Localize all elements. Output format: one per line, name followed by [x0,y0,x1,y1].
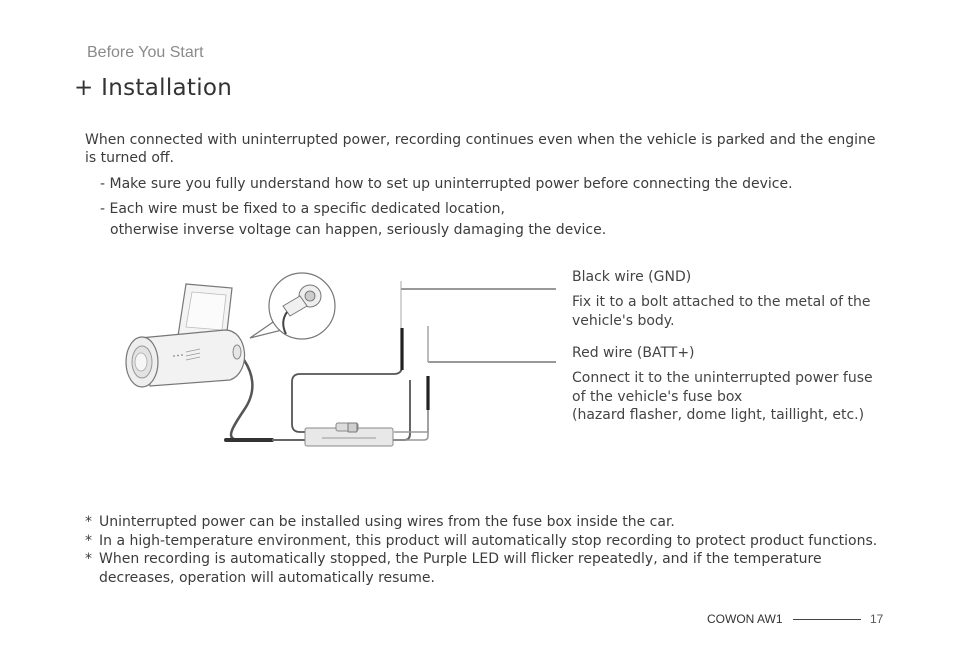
note-marker: * [85,551,92,567]
note-text: When recording is automatically stopped, the Purple LED will flicker repeatedly, and if the temperature decreases, operation will automatically resume. [99,551,822,586]
note-marker: * [85,532,92,549]
note-text: In a high-temperature environment, this product will automatically stop recording to protect product functions. [99,532,878,549]
red-wire-desc-1: Connect it to the uninterrupted power fuse [572,370,873,386]
bullet-wire-fixed-continued: otherwise inverse voltage can happen, seriously damaging the device. [110,222,607,238]
fuse-box [305,423,393,446]
bullet-wire-fixed: - Each wire must be fixed to a specific dedicated location, [100,201,505,217]
black-wire-desc-2: vehicle's body. [572,313,675,329]
note-item [85,550,885,587]
footer-divider [793,619,861,620]
red-wire-desc-3: (hazard flasher, dome light, taillight, etc.) [572,407,865,423]
notes-list [85,513,885,587]
section-title: Before You Start [87,44,204,61]
page-number: 17 [870,612,884,626]
power-cable [226,326,428,440]
page-title: + Installation [74,75,233,101]
dashcam-device [126,284,245,387]
red-wire-desc-2: of the vehicle's fuse box [572,389,743,405]
black-wire-desc-1: Fix it to a bolt attached to the metal of the [572,294,871,310]
black-wire-callout [401,281,556,330]
note-item [85,513,885,532]
black-wire-title: Black wire (GND) [572,269,692,285]
note-marker: * [85,514,92,530]
note-text: Uninterrupted power can be installed using wires from the fuse box inside the car. [99,514,675,530]
bullet-understand-setup: - Make sure you fully understand how to set up uninterrupted power before connecting the device. [100,176,793,192]
connector-zoom-bubble [250,273,335,339]
note-item [85,532,885,551]
red-wire-title: Red wire (BATT+) [572,345,695,361]
footer-brand: COWON AW1 [707,612,783,626]
intro-paragraph: When connected with uninterrupted power, recording continues even when the vehicle is parked and the engine is turned off. [85,132,876,166]
